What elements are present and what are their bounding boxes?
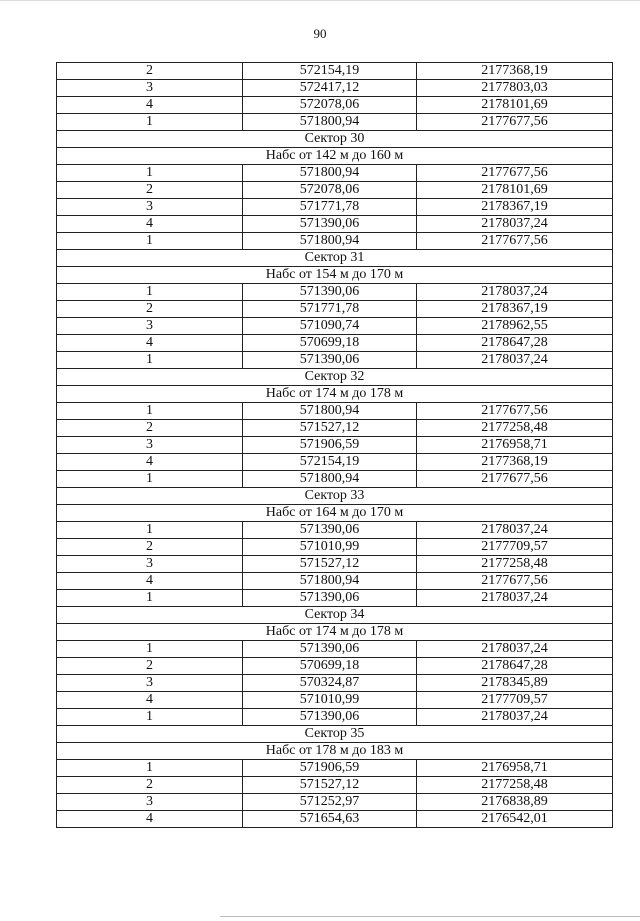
x-coordinate-cell: 571527,12 <box>243 556 417 573</box>
x-coordinate-cell: 571654,63 <box>243 811 417 828</box>
point-number-cell: 1 <box>57 471 243 488</box>
table-row <box>57 318 613 335</box>
point-number-cell: 2 <box>57 301 243 318</box>
y-coordinate-cell: 2178037,24 <box>417 709 613 726</box>
y-coordinate-cell: 2176958,71 <box>417 437 613 454</box>
table-row <box>57 335 613 352</box>
table-row <box>57 216 613 233</box>
section-header-cell: Сектор 34 <box>57 607 613 624</box>
x-coordinate-cell: 571090,74 <box>243 318 417 335</box>
point-number-cell: 1 <box>57 165 243 182</box>
x-coordinate-cell: 570699,18 <box>243 335 417 352</box>
table-row <box>57 811 613 828</box>
table-row <box>57 522 613 539</box>
x-coordinate-cell: 571771,78 <box>243 301 417 318</box>
table-row <box>57 420 613 437</box>
coordinates-table <box>56 62 613 828</box>
point-number-cell: 4 <box>57 335 243 352</box>
table-row <box>57 573 613 590</box>
point-number-cell: 4 <box>57 692 243 709</box>
x-coordinate-cell: 572078,06 <box>243 97 417 114</box>
x-coordinate-cell: 571771,78 <box>243 199 417 216</box>
x-coordinate-cell: 571010,99 <box>243 692 417 709</box>
x-coordinate-cell: 571906,59 <box>243 760 417 777</box>
table-row <box>57 437 613 454</box>
section-header-row <box>57 250 613 267</box>
y-coordinate-cell: 2177258,48 <box>417 420 613 437</box>
x-coordinate-cell: 571010,99 <box>243 539 417 556</box>
section-header-cell: Набс от 174 м до 178 м <box>57 624 613 641</box>
y-coordinate-cell: 2178962,55 <box>417 318 613 335</box>
point-number-cell: 4 <box>57 97 243 114</box>
point-number-cell: 4 <box>57 573 243 590</box>
point-number-cell: 2 <box>57 182 243 199</box>
section-header-cell: Набс от 142 м до 160 м <box>57 148 613 165</box>
x-coordinate-cell: 571390,06 <box>243 522 417 539</box>
point-number-cell: 1 <box>57 760 243 777</box>
y-coordinate-cell: 2177258,48 <box>417 777 613 794</box>
x-coordinate-cell: 571527,12 <box>243 420 417 437</box>
x-coordinate-cell: 571800,94 <box>243 471 417 488</box>
section-header-row <box>57 607 613 624</box>
x-coordinate-cell: 570324,87 <box>243 675 417 692</box>
x-coordinate-cell: 571390,06 <box>243 590 417 607</box>
x-coordinate-cell: 571390,06 <box>243 641 417 658</box>
section-header-row <box>57 148 613 165</box>
table-row <box>57 590 613 607</box>
point-number-cell: 1 <box>57 522 243 539</box>
x-coordinate-cell: 570699,18 <box>243 658 417 675</box>
section-header-cell: Сектор 33 <box>57 488 613 505</box>
x-coordinate-cell: 572154,19 <box>243 63 417 80</box>
y-coordinate-cell: 2177677,56 <box>417 233 613 250</box>
y-coordinate-cell: 2178101,69 <box>417 97 613 114</box>
section-header-row <box>57 386 613 403</box>
section-header-cell: Набс от 174 м до 178 м <box>57 386 613 403</box>
y-coordinate-cell: 2177258,48 <box>417 556 613 573</box>
table-row <box>57 777 613 794</box>
section-header-row <box>57 743 613 760</box>
table-row <box>57 352 613 369</box>
point-number-cell: 3 <box>57 675 243 692</box>
y-coordinate-cell: 2178037,24 <box>417 641 613 658</box>
section-header-row <box>57 369 613 386</box>
point-number-cell: 1 <box>57 114 243 131</box>
table-row <box>57 114 613 131</box>
x-coordinate-cell: 572417,12 <box>243 80 417 97</box>
point-number-cell: 2 <box>57 777 243 794</box>
point-number-cell: 1 <box>57 233 243 250</box>
point-number-cell: 1 <box>57 403 243 420</box>
section-header-cell: Набс от 154 м до 170 м <box>57 267 613 284</box>
point-number-cell: 4 <box>57 216 243 233</box>
x-coordinate-cell: 571390,06 <box>243 284 417 301</box>
point-number-cell: 3 <box>57 556 243 573</box>
y-coordinate-cell: 2178037,24 <box>417 352 613 369</box>
point-number-cell: 4 <box>57 811 243 828</box>
table-row <box>57 233 613 250</box>
scan-top-edge <box>0 0 640 1</box>
table-row <box>57 97 613 114</box>
x-coordinate-cell: 571390,06 <box>243 352 417 369</box>
y-coordinate-cell: 2176542,01 <box>417 811 613 828</box>
section-header-cell: Набс от 164 м до 170 м <box>57 505 613 522</box>
section-header-row <box>57 267 613 284</box>
point-number-cell: 3 <box>57 318 243 335</box>
x-coordinate-cell: 571390,06 <box>243 216 417 233</box>
x-coordinate-cell: 571252,97 <box>243 794 417 811</box>
section-header-cell: Сектор 35 <box>57 726 613 743</box>
point-number-cell: 1 <box>57 641 243 658</box>
y-coordinate-cell: 2178037,24 <box>417 522 613 539</box>
y-coordinate-cell: 2178037,24 <box>417 590 613 607</box>
x-coordinate-cell: 571800,94 <box>243 165 417 182</box>
y-coordinate-cell: 2177677,56 <box>417 403 613 420</box>
point-number-cell: 1 <box>57 709 243 726</box>
section-header-cell: Сектор 32 <box>57 369 613 386</box>
point-number-cell: 2 <box>57 658 243 675</box>
table-row <box>57 760 613 777</box>
table-row <box>57 658 613 675</box>
y-coordinate-cell: 2177709,57 <box>417 692 613 709</box>
table-row <box>57 641 613 658</box>
section-header-row <box>57 488 613 505</box>
y-coordinate-cell: 2176958,71 <box>417 760 613 777</box>
point-number-cell: 3 <box>57 199 243 216</box>
table-row <box>57 182 613 199</box>
point-number-cell: 1 <box>57 590 243 607</box>
scan-bottom-edge <box>220 916 640 917</box>
x-coordinate-cell: 571800,94 <box>243 573 417 590</box>
section-header-cell: Набс от 178 м до 183 м <box>57 743 613 760</box>
y-coordinate-cell: 2178101,69 <box>417 182 613 199</box>
table-row <box>57 471 613 488</box>
y-coordinate-cell: 2178367,19 <box>417 301 613 318</box>
y-coordinate-cell: 2177677,56 <box>417 573 613 590</box>
y-coordinate-cell: 2178037,24 <box>417 284 613 301</box>
y-coordinate-cell: 2178367,19 <box>417 199 613 216</box>
section-header-cell: Сектор 31 <box>57 250 613 267</box>
y-coordinate-cell: 2177677,56 <box>417 471 613 488</box>
point-number-cell: 3 <box>57 794 243 811</box>
point-number-cell: 2 <box>57 420 243 437</box>
table-row <box>57 301 613 318</box>
y-coordinate-cell: 2178647,28 <box>417 658 613 675</box>
table-row <box>57 199 613 216</box>
x-coordinate-cell: 571800,94 <box>243 114 417 131</box>
y-coordinate-cell: 2177677,56 <box>417 165 613 182</box>
section-header-row <box>57 624 613 641</box>
table-row <box>57 539 613 556</box>
y-coordinate-cell: 2178037,24 <box>417 216 613 233</box>
y-coordinate-cell: 2177368,19 <box>417 63 613 80</box>
x-coordinate-cell: 572154,19 <box>243 454 417 471</box>
page-number: 90 <box>313 26 327 41</box>
y-coordinate-cell: 2176838,89 <box>417 794 613 811</box>
x-coordinate-cell: 571800,94 <box>243 233 417 250</box>
table-row <box>57 556 613 573</box>
point-number-cell: 1 <box>57 284 243 301</box>
point-number-cell: 2 <box>57 539 243 556</box>
table-row <box>57 403 613 420</box>
point-number-cell: 3 <box>57 437 243 454</box>
y-coordinate-cell: 2177368,19 <box>417 454 613 471</box>
section-header-row <box>57 131 613 148</box>
x-coordinate-cell: 571906,59 <box>243 437 417 454</box>
x-coordinate-cell: 571527,12 <box>243 777 417 794</box>
table-row <box>57 675 613 692</box>
table-row <box>57 794 613 811</box>
point-number-cell: 1 <box>57 352 243 369</box>
section-header-row <box>57 726 613 743</box>
table-row <box>57 454 613 471</box>
y-coordinate-cell: 2178345,89 <box>417 675 613 692</box>
table-row <box>57 284 613 301</box>
x-coordinate-cell: 571390,06 <box>243 709 417 726</box>
table-row <box>57 80 613 97</box>
point-number-cell: 2 <box>57 63 243 80</box>
point-number-cell: 4 <box>57 454 243 471</box>
point-number-cell: 3 <box>57 80 243 97</box>
table-row <box>57 692 613 709</box>
coordinates-table-body <box>57 63 613 828</box>
x-coordinate-cell: 572078,06 <box>243 182 417 199</box>
table-row <box>57 165 613 182</box>
y-coordinate-cell: 2177677,56 <box>417 114 613 131</box>
y-coordinate-cell: 2178647,28 <box>417 335 613 352</box>
table-row <box>57 63 613 80</box>
y-coordinate-cell: 2177803,03 <box>417 80 613 97</box>
table-row <box>57 709 613 726</box>
section-header-cell: Сектор 30 <box>57 131 613 148</box>
x-coordinate-cell: 571800,94 <box>243 403 417 420</box>
section-header-row <box>57 505 613 522</box>
y-coordinate-cell: 2177709,57 <box>417 539 613 556</box>
